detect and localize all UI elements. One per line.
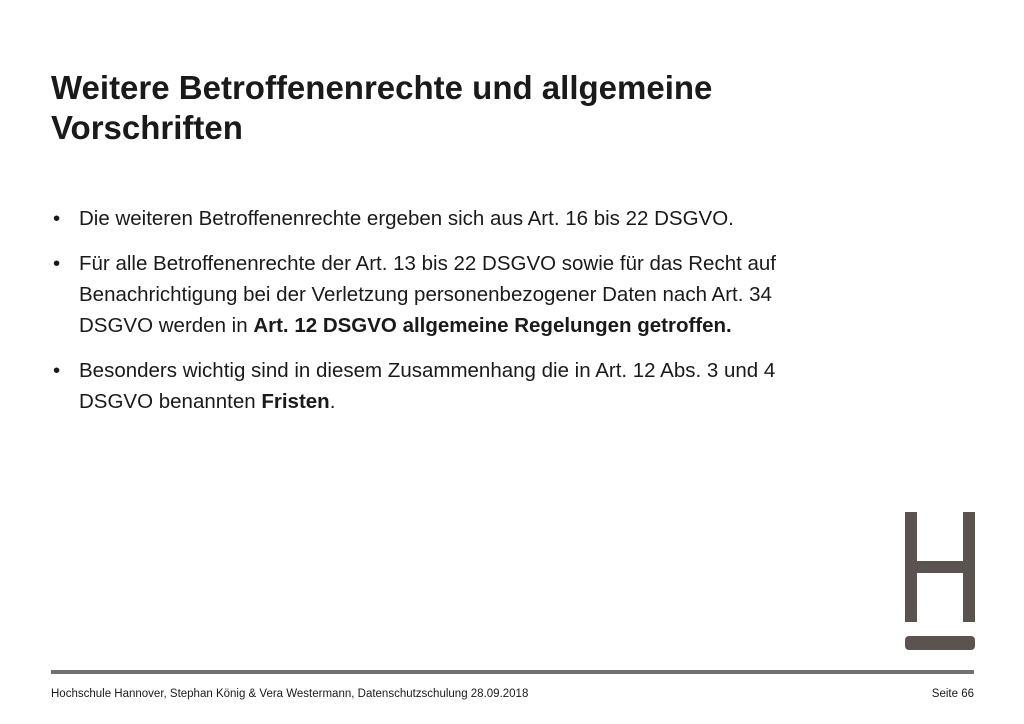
bullet-item-1 [51, 203, 851, 234]
page-number: Seite 66 [931, 688, 974, 700]
bullet-text-end: . [329, 390, 336, 413]
bullet-mark: • [53, 252, 61, 275]
bullet-text: Die weiteren Betroffenenrechte ergeben sich aus Art. 16 bis 22 DSGVO. [79, 207, 734, 230]
hochschule-hannover-h-logo-icon [905, 512, 975, 652]
logo-underbar [905, 636, 975, 650]
bullet-bold-text: Art. 12 DSGVO allgemeine Regelungen getroffen. [253, 314, 732, 337]
bullet-mark: • [53, 207, 61, 230]
slide-title: Weitere Betroffenenrechte und allgemeine Vorschriften [51, 69, 713, 146]
logo-crossbar [905, 561, 975, 573]
bullet-list [51, 203, 851, 431]
bullet-text: Für alle Betroffenenrechte der Art. 13 bis 22 DSGVO sowie für das Recht auf Benachrichtigung bei der Verletzung personenbezogener Daten nach Art. 34 DSGVO werden in [79, 252, 776, 337]
footer-rule [51, 670, 974, 674]
footer-text: Hochschule Hannover, Stephan König & Vera Westermann, Datenschutzschulung 28.09.2018 [51, 688, 529, 700]
bullet-item-2 [51, 248, 851, 341]
bullet-text: Besonders wichtig sind in diesem Zusammenhang die in Art. 12 Abs. 3 und 4 DSGVO benannten [79, 359, 776, 413]
bullet-item-3 [51, 355, 851, 417]
bullet-bold-text: Fristen [261, 390, 330, 413]
bullet-mark: • [53, 359, 61, 382]
